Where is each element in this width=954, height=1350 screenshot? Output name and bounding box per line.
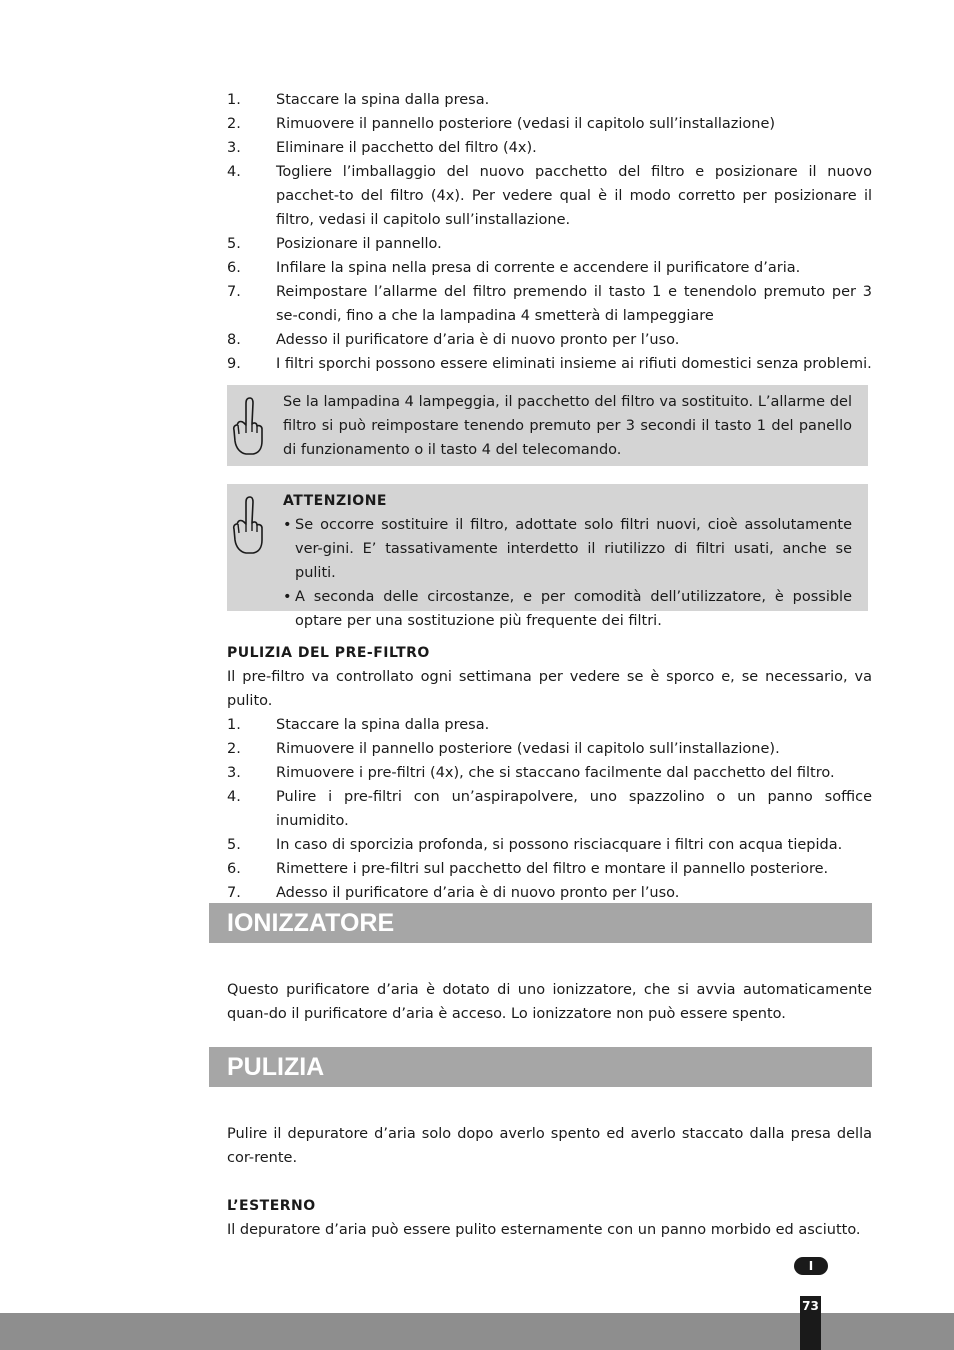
list-item: 2. Rimuovere il pannello posteriore (vedasi il capitolo sull’installazione).	[227, 741, 780, 757]
list-item: 3. Rimuovere i pre-filtri (4x), che si staccano facilmente dal pacchetto del filtro.	[227, 765, 835, 781]
list-item: 1. Staccare la spina dalla presa.	[227, 717, 490, 733]
page-number: 73	[800, 1296, 821, 1350]
attention-note	[227, 484, 868, 629]
ionizer-text: Questo purificatore d’aria è dotato di uno ionizzatore, che si avvia automaticamente quan-do il purificatore d’aria è acceso. Lo ionizzatore non può essere spento.	[227, 982, 872, 1022]
bullet-icon: •	[283, 517, 292, 533]
exterior-heading: L’ESTERNO	[227, 1198, 316, 1214]
list-item: 6. Infilare la spina nella presa di corrente e accendere il purificatore d’aria.	[227, 260, 801, 276]
list-item: 3. Eliminare il pacchetto del filtro (4x).	[227, 140, 537, 156]
list-item: • A seconda delle circostanze, e per comodità dell’utilizzatore, è possible optare per una sostituzione più frequente dei filtri.	[283, 585, 852, 633]
list-item: 5. In caso di sporcizia profonda, si possono risciacquare i filtri con acqua tiepida.	[227, 837, 843, 853]
list-item: 5. Posizionare il pannello.	[227, 236, 442, 252]
list-item: 7. Reimpostare l’allarme del filtro premendo il tasto 1 e tenendolo premuto per 3 se-condi, fino a che la lampadina 4 smetterà di lampeggiare	[227, 284, 872, 324]
attention-heading: ATTENZIONE	[283, 493, 387, 509]
prefilter-heading: PULIZIA DEL PRE-FILTRO	[227, 645, 430, 661]
filter-alarm-note	[227, 385, 868, 466]
list-item: 4. Pulire i pre-filtri con un’aspirapolvere, uno spazzolino o un panno soffice inumidito.	[227, 789, 872, 829]
section-title: IONIZZATORE	[227, 909, 395, 937]
pointing-hand-icon	[231, 395, 265, 457]
prefilter-steps	[227, 713, 872, 905]
list-item: 7. Adesso il purificatore d’aria è di nuovo pronto per l’uso.	[227, 885, 680, 901]
list-item: 8. Adesso il purificatore d’aria è di nuovo pronto per l’uso.	[227, 332, 680, 348]
exterior-text: Il depuratore d’aria può essere pulito esternamente con un panno morbido ed asciutto.	[227, 1222, 861, 1238]
bullet-icon: •	[283, 589, 292, 605]
section-header-ionizer	[209, 903, 872, 943]
prefilter-intro: Il pre-filtro va controllato ogni settimana per vedere se è sporco e, se necessario, va pulito.	[227, 669, 872, 709]
list-item: 1. Staccare la spina dalla presa.	[227, 92, 490, 108]
section-header-cleaning	[209, 1047, 872, 1087]
list-item: 4. Togliere l’imballaggio del nuovo pacchetto del filtro e posizionare il nuovo pacchet-to del filtro (4x). Per vedere qual è il modo corretto per posizionare il filtro, vedasi il capitolo sull’installazione.	[227, 164, 872, 228]
cleaning-text: Pulire il depuratore d’aria solo dopo averlo spento ed averlo staccato dalla presa della cor-rente.	[227, 1126, 872, 1166]
list-item: • Se occorre sostituire il filtro, adottate solo filtri nuovi, cioè assolutamente ver-gini. E’ tassativamente interdetto il riutilizzo di filtri usati, anche se puliti.	[283, 513, 852, 585]
section-title: PULIZIA	[227, 1053, 325, 1081]
filter-replacement-steps	[227, 88, 872, 376]
note-text: Se la lampadina 4 lampeggia, il pacchetto del filtro va sostituito. L’allarme del filtro si può reimpostare tenendo premuto per 3 secondi il tasto 1 del panello di funzionamento o il tasto 4 del telecomando.	[283, 394, 852, 458]
list-item: 9. I filtri sporchi possono essere eliminati insieme ai rifiuti domestici senza problemi.	[227, 356, 872, 372]
list-item: 6. Rimettere i pre-filtri sul pacchetto del filtro e montare il pannello posteriore.	[227, 861, 829, 877]
language-badge: I	[794, 1257, 828, 1275]
list-item: 2. Rimuovere il pannello posteriore (vedasi il capitolo sull’installazione)	[227, 116, 776, 132]
pointing-hand-icon	[231, 494, 265, 556]
